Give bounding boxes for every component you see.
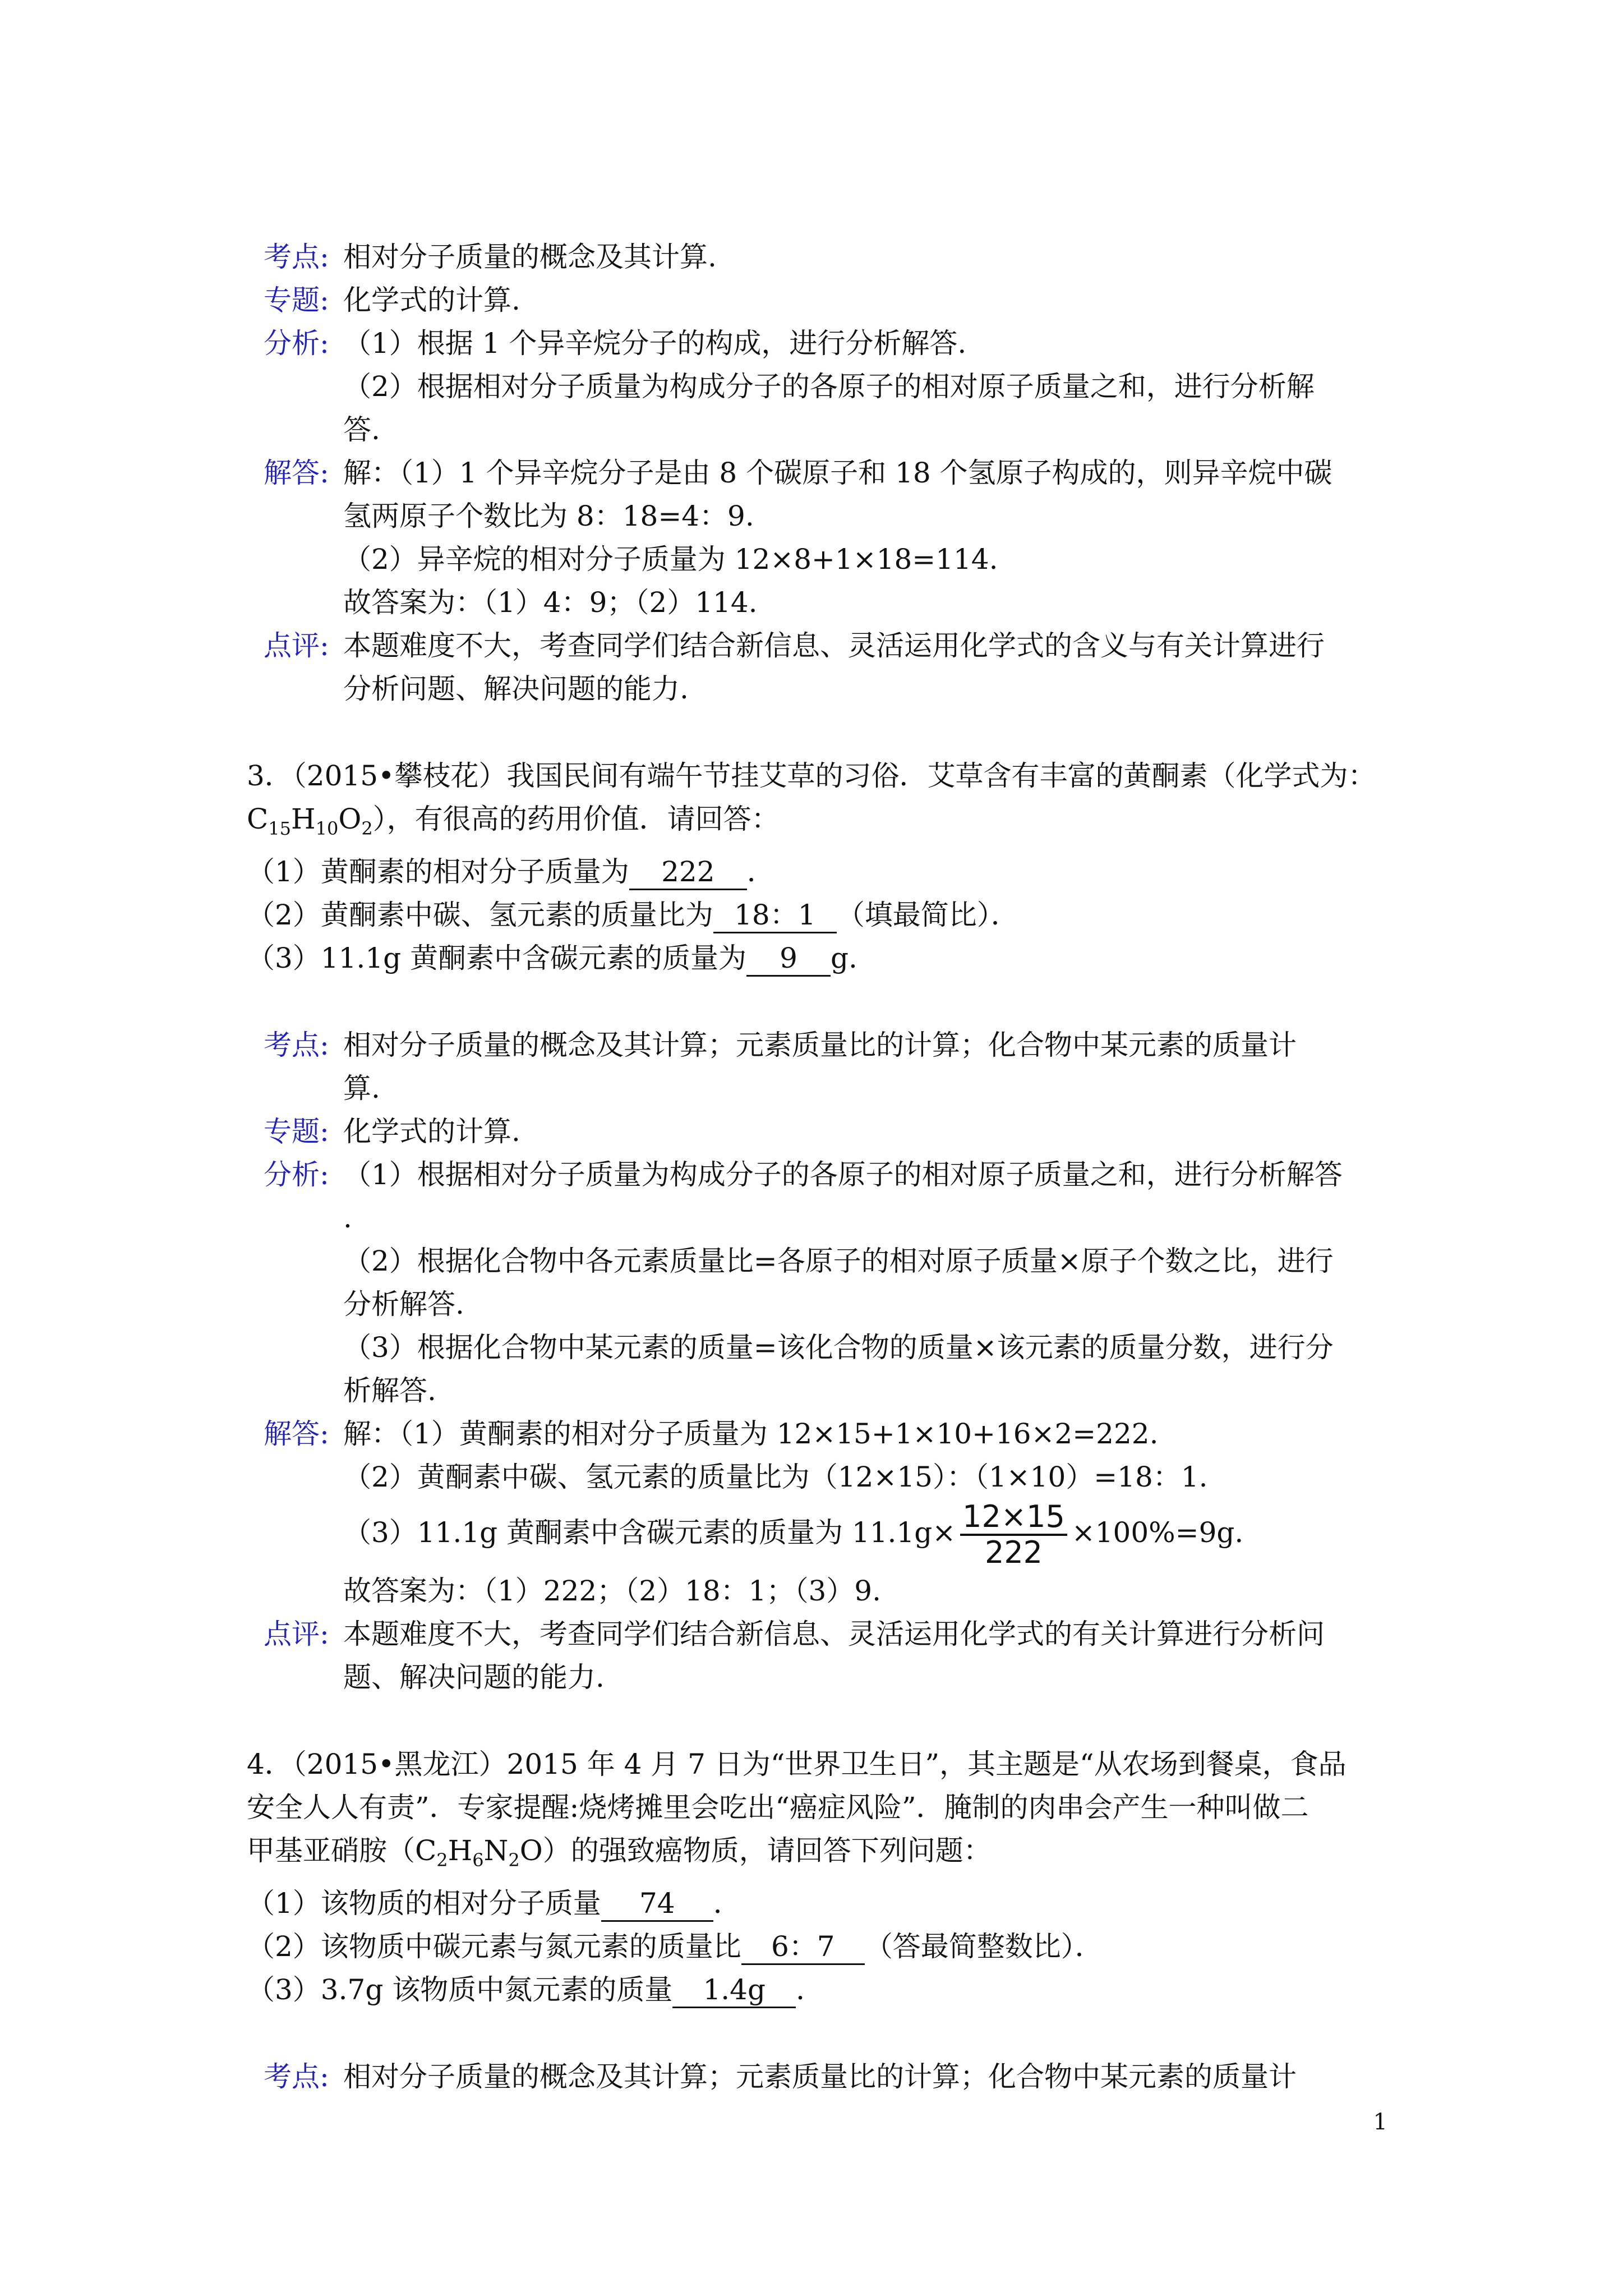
q4-part3-end: ． <box>796 1973 824 2006</box>
jieda-text <box>343 1412 1380 1613</box>
q3-stem-line2 <box>247 798 1380 850</box>
dianping-text <box>343 1613 1380 1699</box>
jieda-line: 解：（1）黄酮素的相对分子质量为 12×15+1×10+16×2=222. <box>343 1418 1159 1450</box>
fraction-numerator: 12×15 <box>960 1500 1067 1536</box>
fenxi-row <box>247 1153 1380 1412</box>
jieda-math-pre: （3）11.1g 黄酮素中含碳元素的质量为 11.1g× <box>343 1516 956 1549</box>
dianping-line: 题、解决问题的能力. <box>343 1661 605 1694</box>
kaodian-label: 考点: <box>264 241 329 273</box>
q4-part2-text: （2）该物质中碳元素与氮元素的质量比 <box>247 1930 741 1963</box>
q3-part3-answer: 9 <box>746 941 831 977</box>
jieda-line: 解：（1）1 个异辛烷分子是由 8 个碳原子和 18 个氢原子构成的，则异辛烷中碳 <box>343 457 1332 489</box>
dianping-line: 本题难度不大，考查同学们结合新信息、灵活运用化学式的有关计算进行分析问 <box>343 1618 1325 1650</box>
dianping-row <box>247 1613 1380 1699</box>
formula-h-sub: 10 <box>315 818 339 839</box>
q4-part2 <box>247 1925 1380 1968</box>
kaodian-label: 考点: <box>264 2060 329 2093</box>
fenxi-line: （1）根据相对分子质量为构成分子的各原子的相对原子质量之和，进行分析解答 <box>343 1158 1343 1191</box>
fenxi-line: （3）根据化合物中某元素的质量=该化合物的质量×该元素的质量分数，进行分 <box>343 1331 1334 1364</box>
jieda-line: （2）异辛烷的相对分子质量为 12×8+1×18=114. <box>343 543 998 576</box>
fenxi-line: 析解答. <box>343 1374 436 1407</box>
analysis-block-q4 <box>247 2055 1380 2099</box>
analysis-block-q3 <box>247 1024 1380 1699</box>
page-content <box>247 236 1380 2099</box>
jieda-label: 解答: <box>264 457 329 489</box>
q3-part2 <box>247 894 1380 937</box>
q4-part2-end: （答最简整数比）． <box>864 1930 1103 1963</box>
formula-h: H <box>448 1834 473 1867</box>
q3-part2-end: （填最简比）． <box>836 899 1019 931</box>
formula-o: O <box>338 803 362 835</box>
q3-part2-text: （2）黄酮素中碳、氢元素的质量比为 <box>247 899 713 931</box>
q4-part1 <box>247 1882 1380 1925</box>
formula-h-sub: 6 <box>472 1849 484 1871</box>
formula-c: C <box>415 1834 437 1867</box>
fenxi-line: . <box>343 1202 352 1234</box>
fenxi-label: 分析: <box>264 327 329 360</box>
fenxi-label: 分析: <box>264 1158 329 1191</box>
kaodian-line: 相对分子质量的概念及其计算；元素质量比的计算；化合物中某元素的质量计 <box>343 1029 1297 1061</box>
formula-o: O <box>519 1834 543 1867</box>
dianping-row <box>247 624 1380 711</box>
zhuanti-label: 专题: <box>264 284 329 316</box>
dianping-label: 点评: <box>264 1618 329 1650</box>
fraction <box>960 1500 1067 1570</box>
fenxi-row <box>247 322 1380 452</box>
formula-h: H <box>291 803 316 835</box>
kaodian-text: 相对分子质量的概念及其计算；元素质量比的计算；化合物中某元素的质量计 <box>343 2060 1297 2093</box>
q4-stem-post: ）的强致癌物质，请回答下列问题： <box>542 1834 992 1867</box>
q3-stem-line1: 3．（2015•攀枝花）我国民间有端午节挂艾草的习俗．艾草含有丰富的黄酮素（化学式为： <box>247 760 1376 792</box>
q3-part1-answer: 222 <box>629 855 747 890</box>
q3-part3-end: g. <box>831 942 857 974</box>
q4-part1-text: （1）该物质的相对分子质量 <box>247 1887 601 1920</box>
q3-stem-rest: ），有很高的药用价值．请回答： <box>372 803 780 835</box>
zhuanti-label: 专题: <box>264 1115 329 1148</box>
zhuanti-text: 化学式的计算. <box>343 284 520 316</box>
formula-o-sub: 2 <box>361 818 373 839</box>
zhuanti-text: 化学式的计算. <box>343 1115 520 1148</box>
jieda-line: （2）黄酮素中碳、氢元素的质量比为（12×15）：（1×10）=18：1. <box>343 1461 1208 1493</box>
jieda-math-line <box>343 1499 1380 1570</box>
q4-part3-answer: 1.4g <box>672 1973 796 2008</box>
q4-part3 <box>247 1968 1380 2012</box>
kaodian-label: 考点: <box>264 1029 329 1061</box>
kaodian-row <box>247 2055 1380 2099</box>
analysis-block-q2 <box>247 236 1380 711</box>
fenxi-text <box>343 1153 1380 1412</box>
fenxi-line: （2）根据化合物中各元素质量比=各原子的相对原子质量×原子个数之比，进行 <box>343 1245 1334 1277</box>
fenxi-line: （2）根据相对分子质量为构成分子的各原子的相对原子质量之和，进行分析解 <box>343 370 1315 403</box>
jieda-row <box>247 1412 1380 1613</box>
q4-part1-end: ． <box>713 1887 741 1920</box>
fenxi-line: （1）根据 1 个异辛烷分子的构成，进行分析解答. <box>343 327 967 360</box>
question-4 <box>247 1743 1380 2012</box>
formula-n-sub: 2 <box>508 1849 520 1871</box>
q4-stem-line3 <box>247 1829 1380 1882</box>
dianping-line: 本题难度不大，考查同学们结合新信息、灵活运用化学式的含义与有关计算进行 <box>343 629 1325 662</box>
q4-stem-line1: 4．（2015•黑龙江）2015 年 4 月 7 日为“世界卫生日”，其主题是“从农场到餐桌，食品 <box>247 1748 1347 1780</box>
formula-c-sub: 2 <box>436 1849 448 1871</box>
dianping-label: 点评: <box>264 629 329 662</box>
zhuanti-row <box>247 279 1380 322</box>
q4-part2-answer: 6：7 <box>741 1930 865 1965</box>
jieda-label: 解答: <box>264 1418 329 1450</box>
jieda-math-post: ×100%=9g. <box>1071 1516 1244 1549</box>
fenxi-line: 答. <box>343 413 380 446</box>
q4-stem-pre: 甲基亚硝胺（ <box>247 1834 415 1867</box>
kaodian-text: 相对分子质量的概念及其计算. <box>343 241 717 273</box>
q3-part2-answer: 18：1 <box>713 898 837 933</box>
jieda-line: 故答案为：（1）4：9；（2）114. <box>343 586 758 619</box>
jieda-line: 氢两原子个数比为 8：18=4：9. <box>343 500 754 532</box>
q4-stem-line2: 安全人人有责”．专家提醒:烧烤摊里会吃出“癌症风险”．腌制的肉串会产生一种叫做二 <box>247 1791 1309 1824</box>
q3-part3-text: （3）11.1g 黄酮素中含碳元素的质量为 <box>247 942 747 974</box>
jieda-row <box>247 452 1380 624</box>
fenxi-line: 分析解答. <box>343 1288 464 1320</box>
kaodian-row <box>247 236 1380 279</box>
fenxi-text <box>343 322 1380 452</box>
fraction-denominator: 222 <box>984 1535 1043 1570</box>
formula-n: N <box>483 1834 509 1867</box>
q3-part1-end: ． <box>746 855 775 888</box>
kaodian-row <box>247 1024 1380 1110</box>
q3-part3 <box>247 937 1380 980</box>
zhuanti-row <box>247 1110 1380 1153</box>
page-number: 1 <box>1373 2109 1387 2135</box>
jieda-line: 故答案为：（1）222；（2）18：1；（3）9. <box>343 1575 882 1607</box>
formula-c: C <box>247 803 269 835</box>
kaodian-line: 算. <box>343 1072 380 1105</box>
jieda-text <box>343 452 1380 624</box>
q3-part1-text: （1）黄酮素的相对分子质量为 <box>247 855 629 888</box>
q4-part1-answer: 74 <box>601 1887 713 1922</box>
q4-part3-text: （3）3.7g 该物质中氮元素的质量 <box>247 1973 673 2006</box>
q3-part1 <box>247 850 1380 894</box>
dianping-line: 分析问题、解决问题的能力. <box>343 673 689 705</box>
question-3 <box>247 754 1380 980</box>
formula-c-sub: 15 <box>268 818 291 839</box>
kaodian-text <box>343 1024 1380 1110</box>
dianping-text <box>343 624 1380 711</box>
